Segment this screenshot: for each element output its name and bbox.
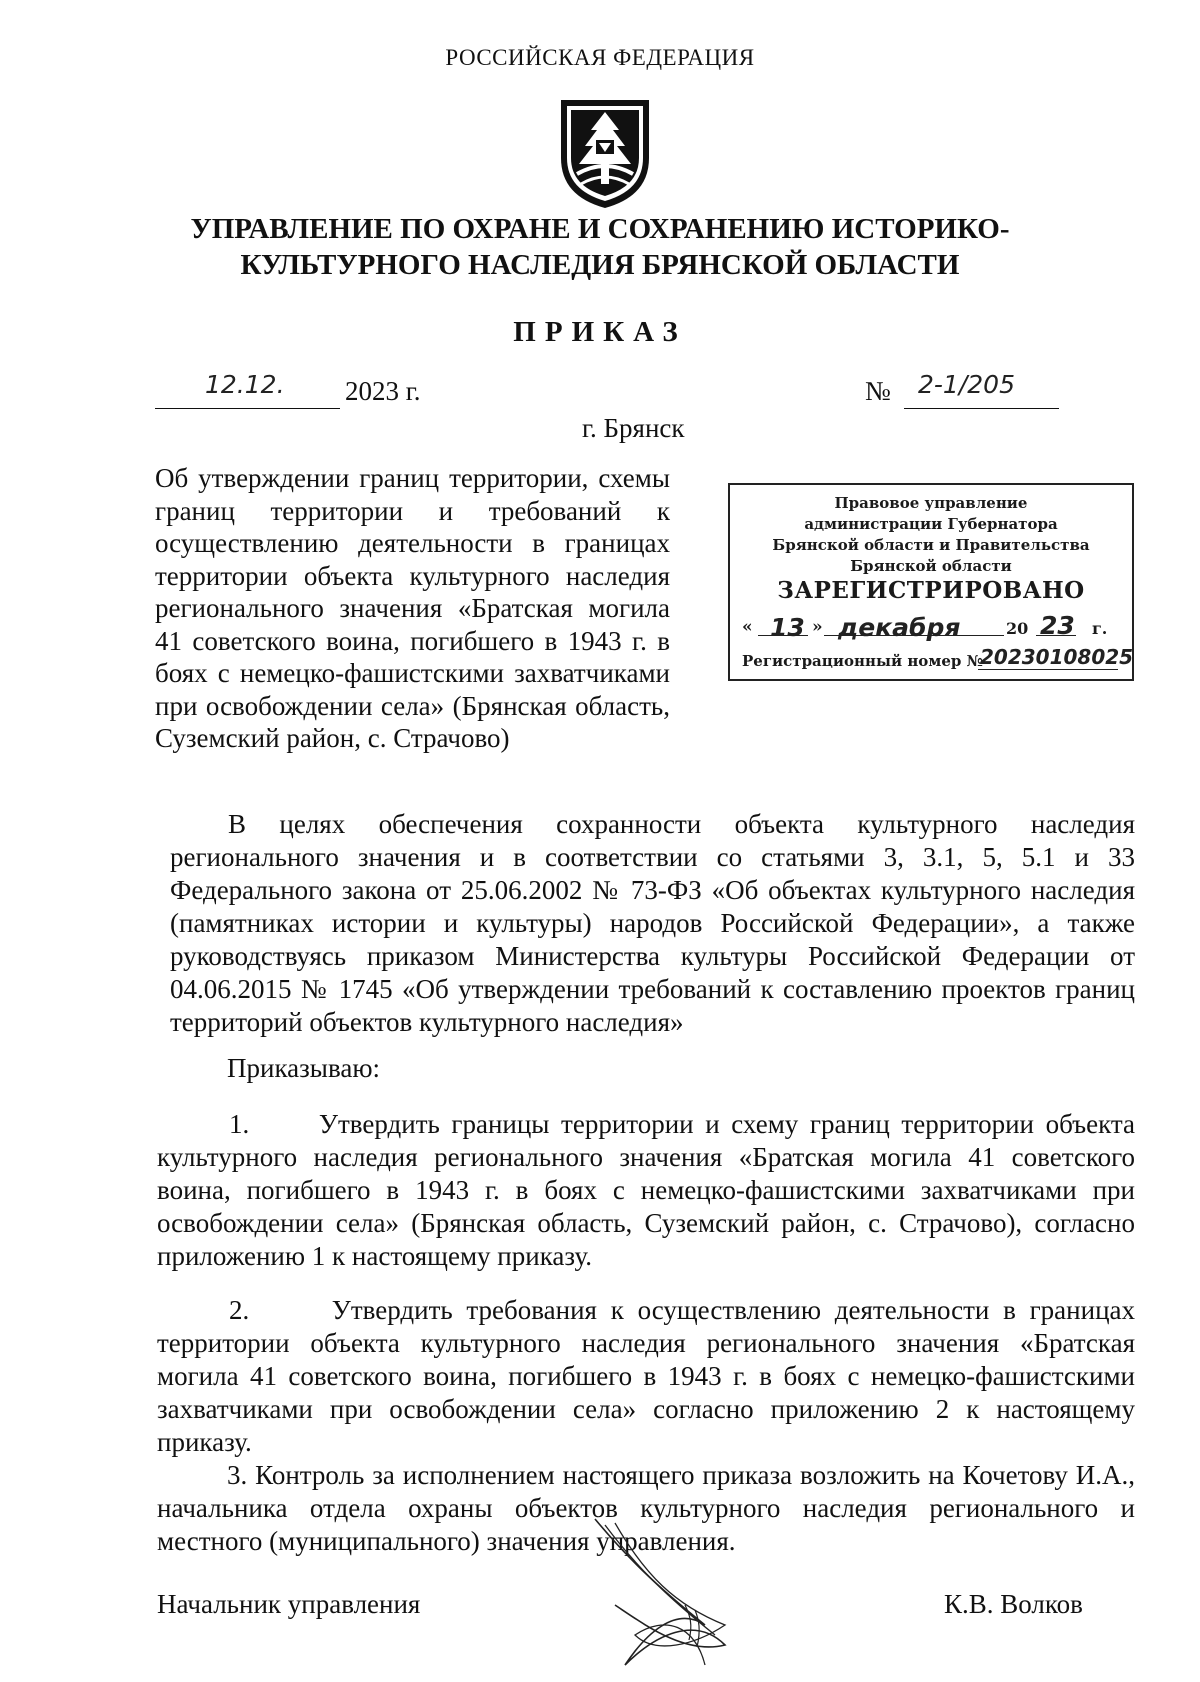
order-word: Приказываю:: [227, 1053, 380, 1083]
stamp-year: 23: [1040, 611, 1075, 640]
stamp-organization: [730, 493, 1132, 577]
order-subject: Об утверждении границ территории, схемы границ территории и требований к осуществлению деятельности в границах территории объекта культурного наследия регионального значения «Братская могила 41 советского воина, погибшего в 1943 г. в боях с немецко-фашистскими захватчиками при освобождении села» (Брянская область, Суземский район, с. Страчово): [155, 463, 670, 753]
stamp-org-line3: Брянской области и Правительства: [772, 536, 1090, 554]
stamp-day: 13: [770, 613, 805, 642]
city: г. Брянск: [582, 413, 685, 443]
organization-title: [160, 211, 1040, 283]
handwritten-date: 12.12.: [205, 370, 285, 399]
order-item-3: 3. Контроль за исполнением настоящего приказа возложить на Кочетову И.А., начальника отдела охраны объектов культурного наследия регионального и местного (муниципального) значения управления.: [157, 1460, 1135, 1556]
signatory-title: Начальник управления: [157, 1589, 421, 1619]
stamp-reg-number: 20230108025: [980, 645, 1134, 669]
number-sign: №: [865, 376, 891, 406]
order-item-1: 1. Утвердить границы территории и схему границ территории объекта культурного наследия регионального значения «Братская могила 41 советского воина, погибшего в 1943 г. в боях с немецко-фашистскими захватчиками при освобождении села» (Брянская область, Суземский район, с. Страчово), согласно приложению 1 к настоящему приказу.: [157, 1109, 1142, 1271]
stamp-registered: ЗАРЕГИСТРИРОВАНО: [777, 577, 1085, 604]
stamp-year-prefix: 20: [1006, 619, 1029, 638]
country-header: РОССИЙСКАЯ ФЕДЕРАЦИЯ: [445, 45, 755, 70]
stamp-reg-underline: [978, 669, 1118, 670]
signatory-name: К.В. Волков: [944, 1589, 1083, 1619]
stamp-org-line1: Правовое управление: [834, 494, 1028, 512]
preamble-paragraph: В целях обеспечения сохранности объекта культурного наследия регионального значения и в соответствии со статьями 3, 3.1, 5, 5.1 и 33 Федерального закона от 25.06.2002 № 73-ФЗ «Об объектах культурного наследия (памятниках истории и культуры) народов Российской Федерации», а также руководствуясь приказом Министерства культуры Российской Федерации от 04.06.2015 № 1745 «Об утверждении требований к составлению проектов границ территорий объектов культурного наследия»: [170, 809, 1135, 1037]
signature-icon: [585, 1515, 735, 1675]
coat-of-arms-icon: [557, 96, 653, 212]
stamp-quote-close: »: [812, 617, 823, 637]
organization-title-line2: КУЛЬТУРНОГО НАСЛЕДИЯ БРЯНСКОЙ ОБЛАСТИ: [240, 249, 960, 281]
stamp-year-suffix: г.: [1092, 619, 1108, 638]
stamp-org-line2: администрации Губернатора: [804, 515, 1058, 533]
organization-title-line1: УПРАВЛЕНИЕ ПО ОХРАНЕ И СОХРАНЕНИЮ ИСТОРИКО-: [190, 213, 1010, 245]
document-type: ПРИКАЗ: [513, 316, 687, 348]
stamp-reg-label: Регистрационный номер №: [742, 652, 983, 670]
stamp-date: [740, 611, 1124, 642]
registration-stamp: [728, 483, 1134, 681]
handwritten-number: 2-1/205: [918, 370, 1015, 399]
stamp-org-line4: Брянской области: [850, 557, 1012, 575]
year-text: 2023 г.: [345, 376, 421, 406]
order-item-2: 2. Утвердить требования к осуществлению деятельности в границах территории объекта культурного наследия регионального значения «Братская могила 41 советского воина, погибшего в 1943 г. в боях с немецко-фашистскими захватчиками при освобождении села» согласно приложению 2 к настоящему приказу.: [157, 1295, 1142, 1457]
stamp-quote-open: «: [742, 617, 753, 637]
stamp-month: декабря: [838, 613, 961, 642]
